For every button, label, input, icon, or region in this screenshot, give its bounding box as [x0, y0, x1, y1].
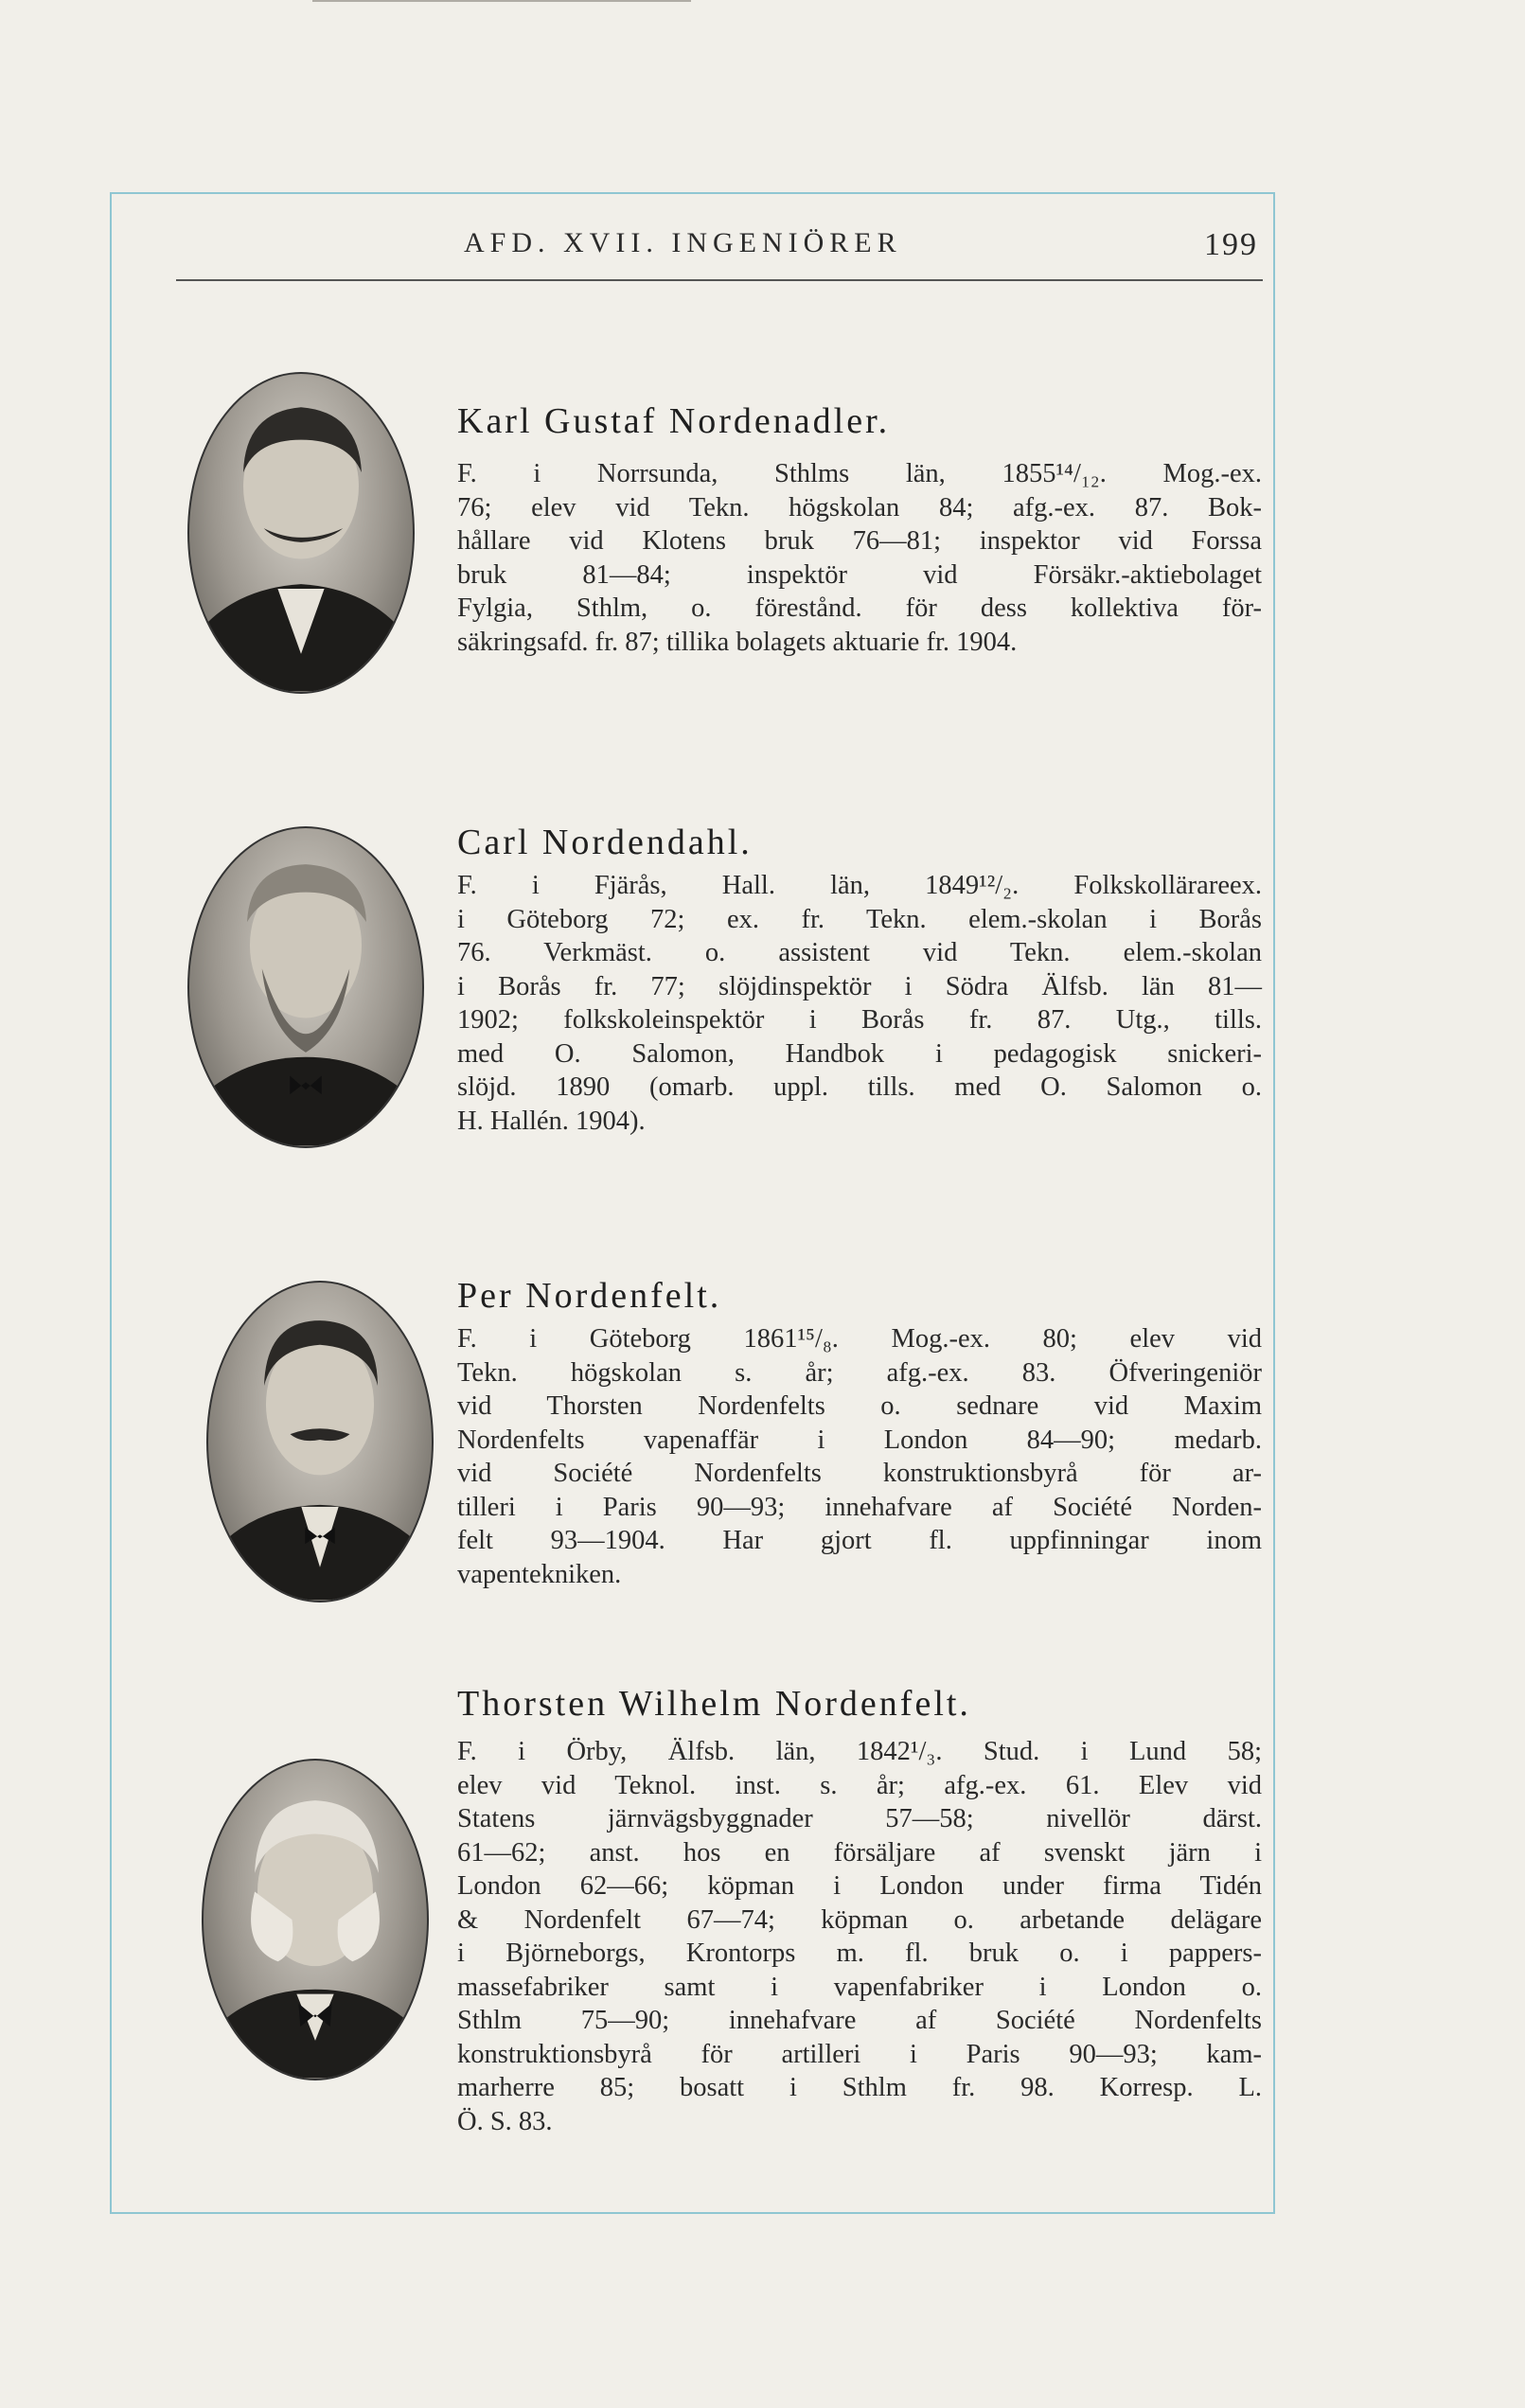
person-name: Karl Gustaf Nordenadler.: [457, 401, 891, 441]
bio-line: Nordenfelts vapenaffär i London 84—90; medarb.: [457, 1425, 1262, 1455]
portrait-illustration: [189, 374, 413, 692]
bio-line: F. i Göteborg 1861¹⁵/₈. Mog.-ex. 80; elev vid: [457, 1324, 1262, 1354]
bio-line: & Nordenfelt 67—74; köpman o. arbetande delägare: [457, 1904, 1262, 1935]
bio-line: slöjd. 1890 (omarb. uppl. tills. med O. Salomon o.: [457, 1072, 1262, 1102]
bio-line: i Björneborgs, Krontorps m. fl. bruk o. i pappers-: [457, 1939, 1262, 1968]
bio-line: marherre 85; bosatt i Sthlm fr. 98. Korresp. L.: [457, 2073, 1262, 2102]
bio-line: hållare vid Klotens bruk 76—81; inspektor vid Forssa: [457, 526, 1262, 556]
portrait-photo: [202, 1759, 429, 2080]
bio-line: bruk 81—84; inspektör vid Försäkr.-aktiebolaget: [457, 559, 1262, 590]
portrait-illustration: [204, 1761, 427, 2079]
portrait-photo: [187, 826, 424, 1148]
bio-line: konstruktionsbyrå för artilleri i Paris 90—93; kam-: [457, 2039, 1262, 2069]
portrait-photo: [206, 1281, 434, 1602]
page-edge-line: [312, 0, 691, 2]
bio-line: F. i Norrsunda, Sthlms län, 1855¹⁴/₁₂. Mog.-ex.: [457, 459, 1262, 488]
bio-line: F. i Örby, Älfsb. län, 1842¹/₃. Stud. i Lund 58;: [457, 1737, 1262, 1766]
running-head: [0, 227, 1525, 265]
bio-line: Fylgia, Sthlm, o. förestånd. för dess kollektiva för-: [457, 593, 1262, 623]
portrait-illustration: [189, 828, 422, 1146]
bio-line: vid Thorsten Nordenfelts o. sednare vid Maxim: [457, 1391, 1262, 1421]
biography: [457, 1322, 1262, 1591]
bio-line: vid Société Nordenfelts konstruktionsbyrå för ar-: [457, 1459, 1262, 1488]
bio-line: i Borås fr. 77; slöjdinspektör i Södra Älfsb. län 81—: [457, 971, 1262, 1001]
bio-line: elev vid Teknol. inst. s. år; afg.-ex. 61. Elev vid: [457, 1770, 1262, 1800]
bio-line: felt 93—1904. Har gjort fl. uppfinningar inom: [457, 1526, 1262, 1555]
bio-line: London 62—66; köpman i London under firma Tidén: [457, 1871, 1262, 1901]
bio-line: med O. Salomon, Handbok i pedagogisk snickeri-: [457, 1038, 1262, 1069]
bio-line: Ö. S. 83.: [457, 2106, 553, 2136]
header-rule: [176, 279, 1263, 281]
person-name: Thorsten Wilhelm Nordenfelt.: [457, 1684, 971, 1724]
bio-line: 1902; folkskoleinspektör i Borås fr. 87. Utg., tills.: [457, 1005, 1262, 1035]
biography: [457, 1735, 1262, 2138]
bio-line: säkringsafd. fr. 87; tillika bolagets aktuarie fr. 1904.: [457, 627, 1018, 657]
portrait-illustration: [208, 1283, 432, 1601]
person-name: Per Nordenfelt.: [457, 1276, 722, 1316]
bio-line: Tekn. högskolan s. år; afg.-ex. 83. Öfveringeniör: [457, 1357, 1262, 1388]
bio-line: 61—62; anst. hos en försäljare af svenskt järn i: [457, 1837, 1262, 1868]
bio-line: H. Hallén. 1904).: [457, 1106, 646, 1136]
bio-line: tilleri i Paris 90—93; innehafvare af Société Norden-: [457, 1492, 1262, 1522]
bio-line: Sthlm 75—90; innehafvare af Société Nordenfelts: [457, 2006, 1262, 2035]
section-title: AFD. XVII. INGENIÖRER: [464, 227, 902, 258]
bio-line: i Göteborg 72; ex. fr. Tekn. elem.-skolan i Borås: [457, 904, 1262, 934]
bio-line: massefabriker samt i vapenfabriker i London o.: [457, 1972, 1262, 2002]
bio-line: vapentekniken.: [457, 1559, 622, 1589]
page-number: 199: [1204, 227, 1258, 262]
person-name: Carl Nordendahl.: [457, 823, 753, 862]
biography: [457, 457, 1262, 659]
bio-line: 76. Verkmäst. o. assistent vid Tekn. elem.-skolan: [457, 938, 1262, 967]
bio-line: 76; elev vid Tekn. högskolan 84; afg.-ex. 87. Bok-: [457, 492, 1262, 522]
bio-line: Statens järnvägsbyggnader 57—58; nivellör därst.: [457, 1804, 1262, 1833]
bio-line: F. i Fjärås, Hall. län, 1849¹²/₂. Folkskollärareex.: [457, 871, 1262, 900]
portrait-photo: [187, 372, 415, 694]
biography: [457, 869, 1262, 1138]
